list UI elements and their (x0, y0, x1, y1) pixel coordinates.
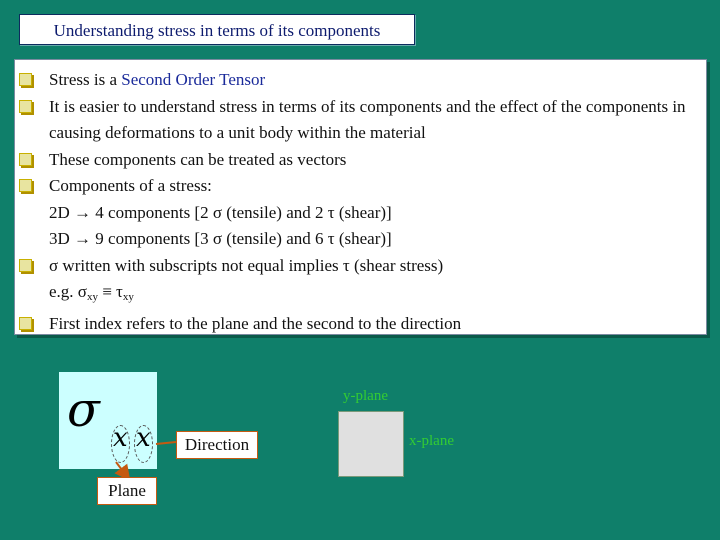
bullet-text: First index refers to the plane and the second to the direction (49, 313, 462, 333)
bullet-text: It is easier to understand stress in terms of its components and the effect of the components in causing deformations to a unit body within the material (49, 96, 686, 142)
bullet-text: Components of a stress: (49, 176, 212, 195)
slide-title: Understanding stress in terms of its components (19, 14, 415, 45)
bullet-example-line: e.g. $\sigma_{xy} \equiv \tau_{xy}$ (49, 282, 134, 303)
y-plane-label: y-plane (343, 388, 388, 404)
subscript: xy (122, 291, 134, 303)
bullet-text: σ written with subscripts not equal implies τ (shear stress) (49, 255, 444, 275)
x-plane-label: x-plane (409, 433, 454, 449)
plane-index: x (113, 423, 128, 453)
bullet-3d-line: 3D → 9 components [3 σ (tensile) and 6 τ (shear)] (49, 229, 392, 248)
bullet-accent-text: Second Order Tensor (121, 70, 266, 89)
bullet-text: These components can be treated as vectors (49, 149, 347, 169)
direction-label: Direction (176, 431, 258, 459)
direction-index: x (136, 423, 151, 453)
bullet-text: Stress is a (49, 70, 122, 89)
direction-arrow (156, 442, 176, 444)
sigma-symbol: σ (67, 382, 100, 438)
bullet-2d-line: 2D → 4 components [2 σ (tensile) and 2 τ (shear)] (49, 202, 392, 222)
subscript: xy (86, 291, 98, 303)
plane-arrow (116, 462, 128, 478)
unit-element-square (338, 411, 404, 477)
plane-label: Plane (97, 477, 157, 505)
